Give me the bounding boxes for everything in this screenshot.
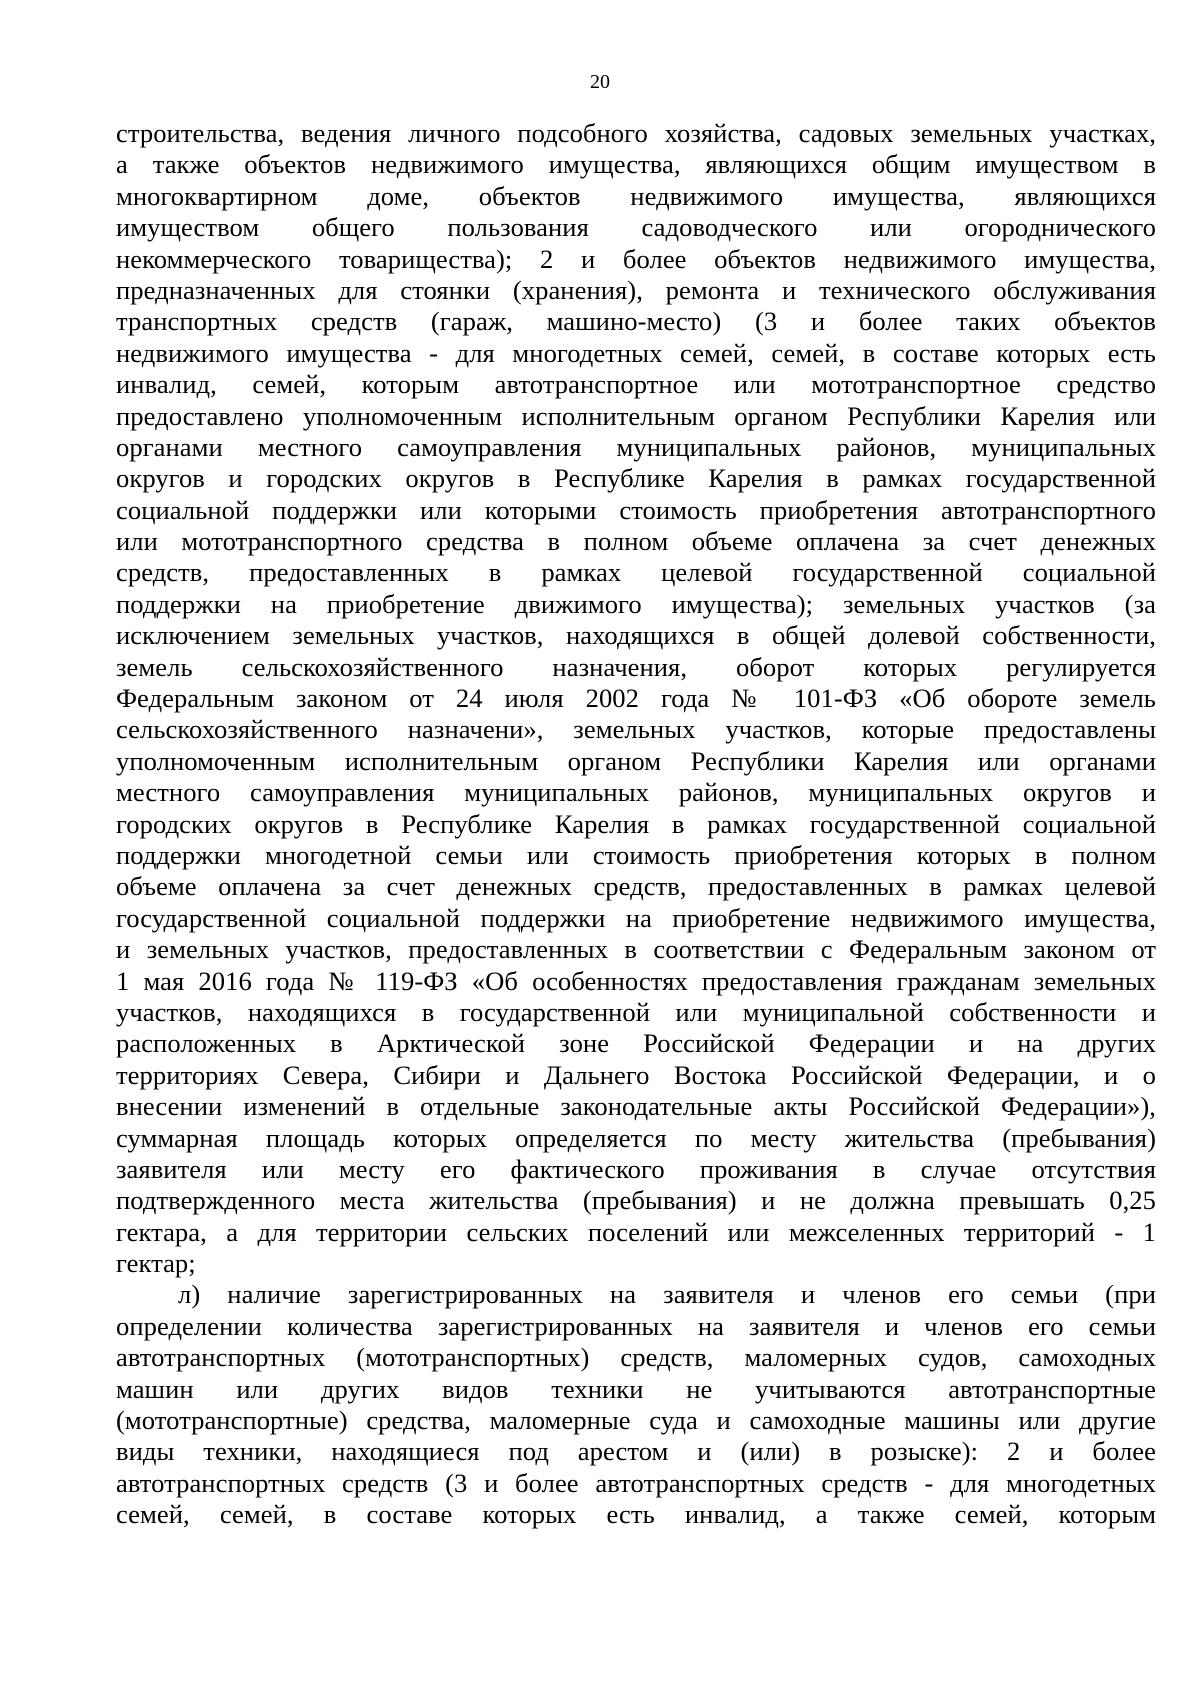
document-body [116,118,1156,1531]
text-line: суммарная площадь которых определяется по месту жительства (пребывания) [116,1122,1156,1153]
text-line: заявителя или месту его фактического проживания в случае отсутствия [116,1153,1156,1184]
paragraph-end-line: гектар; [116,1248,196,1279]
text-line: а также объектов недвижимого имущества, являющихся общим имуществом в [116,149,1156,180]
text-line: городских округов в Республике Карелия в рамках государственной социальной [116,808,1156,839]
text-line: (мототранспортные) средства, маломерные суда и самоходные машины или другие [116,1405,1156,1436]
text-line: недвижимого имущества - для многодетных семей, семей, в составе которых есть [116,337,1156,368]
text-line: виды техники, находящиеся под арестом и (или) в розыске): 2 и более [116,1436,1156,1467]
text-line: машин или других видов техники не учитываются автотранспортные [116,1373,1156,1404]
text-line: уполномоченным исполнительным органом Республики Карелия или органами [116,745,1156,776]
text-line: многоквартирном доме, объектов недвижимого имущества, являющихся [116,180,1156,211]
text-line: подтвержденного места жительства (пребывания) и не должна превышать 0,25 [116,1185,1156,1216]
text-line: некоммерческого товарищества); 2 и более объектов недвижимого имущества, [116,243,1156,274]
text-line: и земельных участков, предоставленных в соответствии с Федеральным законом от [116,934,1156,965]
text-line: Федеральным законом от 24 июля 2002 года № 101-ФЗ «Об обороте земель [116,683,1156,714]
paragraph-start-line: л) наличие зарегистрированных на заявителя и членов его семьи (при [178,1279,1156,1310]
text-line: или мототранспортного средства в полном объеме оплачена за счет денежных [116,526,1156,557]
text-line: предоставлено уполномоченным исполнительным органом Республики Карелия или [116,400,1156,431]
text-line: внесении изменений в отдельные законодательные акты Российской Федерации»), [116,1091,1156,1122]
text-line: строительства, ведения личного подсобного хозяйства, садовых земельных участках, [116,118,1156,148]
text-line: органами местного самоуправления муниципальных районов, муниципальных [116,431,1156,462]
text-line: территориях Севера, Сибири и Дальнего Востока Российской Федерации, и о [116,1059,1156,1090]
text-line: поддержки на приобретение движимого имущества); земельных участков (за [116,588,1156,619]
text-line: средств, предоставленных в рамках целевой государственной социальной [116,557,1156,588]
text-line: имуществом общего пользования садоводческого или огороднического [116,212,1156,243]
text-line: автотранспортных (мототранспортных) средств, маломерных судов, самоходных [116,1342,1156,1373]
text-line: округов и городских округов в Республике Карелия в рамках государственной [116,463,1156,494]
text-line: исключением земельных участков, находящихся в общей долевой собственности, [116,620,1156,651]
text-line: земель сельскохозяйственного назначения, оборот которых регулируется [116,651,1156,682]
text-line: поддержки многодетной семьи или стоимость приобретения которых в полном [116,839,1156,870]
text-line: предназначенных для стоянки (хранения), ремонта и технического обслуживания [116,274,1156,305]
text-line: транспортных средств (гараж, машино-место) (3 и более таких объектов [116,306,1156,337]
text-line: местного самоуправления муниципальных районов, муниципальных округов и [116,777,1156,808]
text-line: инвалид, семей, которым автотранспортное или мототранспортное средство [116,369,1156,400]
text-line: участков, находящихся в государственной или муниципальной собственности и [116,996,1156,1027]
text-line: определении количества зарегистрированных на заявителя и членов его семьи [116,1310,1156,1341]
page-number: 20 [590,71,610,93]
text-line: автотранспортных средств (3 и более автотранспортных средств - для многодетных [116,1467,1156,1498]
text-line: расположенных в Арктической зоне Российской Федерации и на других [116,1028,1156,1059]
text-line: семей, семей, в составе которых есть инвалид, а также семей, которым [116,1499,1156,1530]
text-line: социальной поддержки или которыми стоимость приобретения автотранспортного [116,494,1156,525]
text-line: государственной социальной поддержки на приобретение недвижимого имущества, [116,902,1156,933]
text-line: сельскохозяйственного назначени», земельных участков, которые предоставлены [116,714,1156,745]
text-line: гектара, а для территории сельских поселений или межселенных территорий - 1 [116,1216,1156,1247]
text-line: 1 мая 2016 года № 119-ФЗ «Об особенностях предоставления гражданам земельных [116,965,1156,996]
text-line: объеме оплачена за счет денежных средств, предоставленных в рамках целевой [116,871,1156,902]
